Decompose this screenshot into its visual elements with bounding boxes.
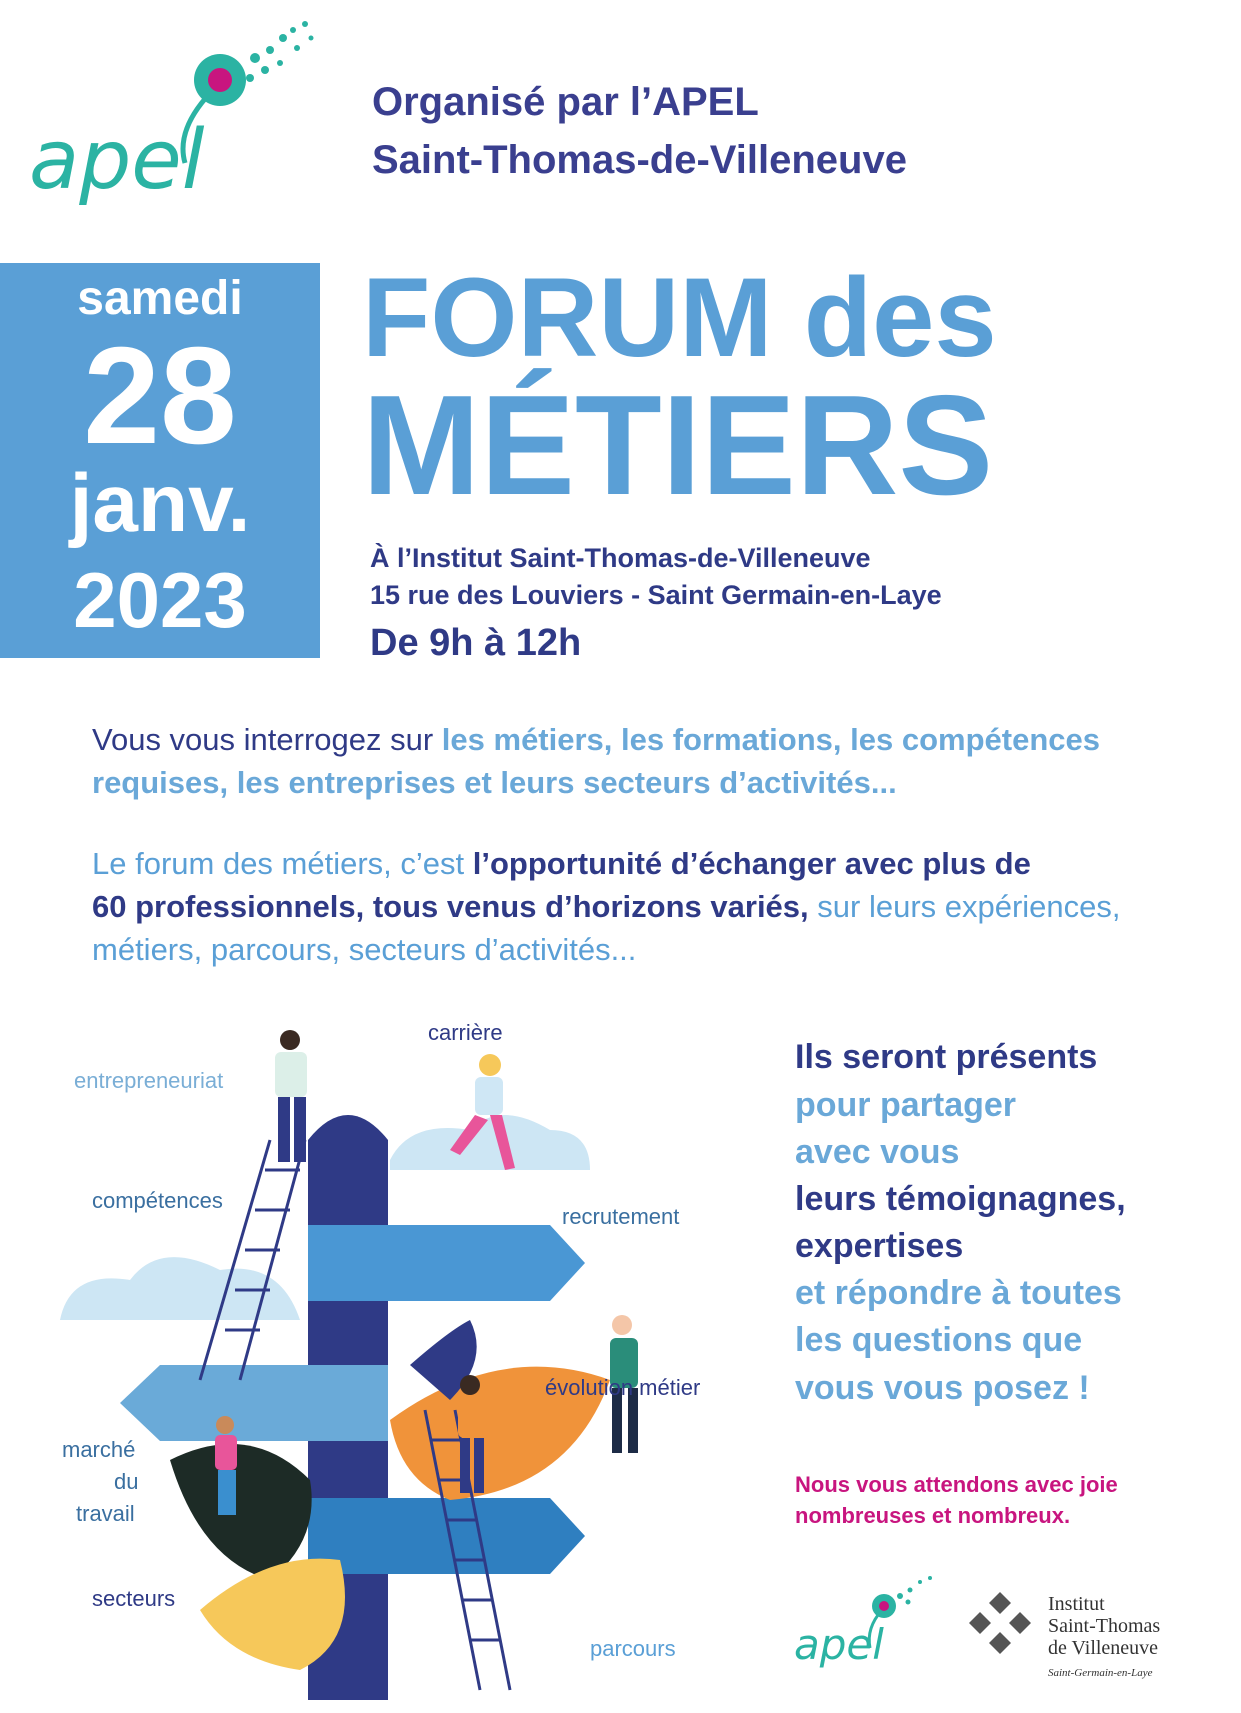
presence-line-4: leurs témoignagnes, [795, 1180, 1126, 1218]
presence-line-5: expertises [795, 1227, 964, 1265]
presence-line-1: Ils seront présents [795, 1038, 1098, 1076]
presence-line-2: pour partager [795, 1086, 1017, 1124]
intro-p1-highlight: les métiers, les formations, les compétences [441, 722, 1100, 757]
word-marche-3: travail [76, 1501, 135, 1526]
word-marche-2: du [114, 1469, 139, 1494]
word-carriere: carrière [428, 1020, 503, 1045]
venue-hours: De 9h à 12h [370, 622, 582, 664]
apel-wordmark-small: apel [794, 1620, 884, 1669]
invitation-line-1: Nous vous attendons avec joie [795, 1472, 1118, 1497]
intro-p2-tail-2: métiers, parcours, secteurs d’activités... [92, 932, 637, 967]
intro-p2-bold: l’opportunité d’échanger avec plus de [472, 846, 1031, 881]
date-day: 28 [83, 319, 237, 473]
word-recrutement: recrutement [562, 1204, 680, 1229]
invitation-line-2: nombreuses et nombreux. [795, 1503, 1071, 1528]
date-day-name: samedi [77, 272, 243, 325]
organizer-line-1: Organisé par l’APEL [372, 80, 759, 124]
word-entrepreneuriat: entrepreneuriat [74, 1068, 224, 1093]
institute-emblem-icon [965, 1588, 1035, 1658]
presence-line-7: les questions que [795, 1321, 1083, 1359]
word-evolution: évolution métier [545, 1375, 701, 1400]
intro-p2-lead: Le forum des métiers, c’est [92, 846, 473, 881]
intro-p1-lead: Vous vous interrogez sur [92, 722, 442, 757]
apel-wordmark: apel [29, 113, 205, 208]
title-line-1: FORUM des [362, 255, 997, 380]
institute-line-1: Institut [1048, 1593, 1105, 1615]
word-marche-1: marché [62, 1437, 136, 1462]
word-parcours: parcours [590, 1636, 676, 1661]
word-competences: compétences [92, 1188, 223, 1213]
institute-line-2: Saint-Thomas [1048, 1615, 1161, 1637]
intro-paragraph-1 [92, 718, 1100, 804]
intro-p2-bold-2: 60 professionnels, tous venus d’horizons variés, [92, 889, 809, 924]
intro-p2-tail: sur leurs expériences, [808, 889, 1121, 924]
intro-p1-highlight-2: requises, les entreprises et leurs secteurs d’activités... [92, 765, 897, 800]
intro-paragraph-2 [92, 842, 1121, 971]
institute-line-4: Saint-Germain-en-Laye [1048, 1667, 1153, 1679]
presence-line-6: et répondre à toutes [795, 1274, 1122, 1312]
presence-line-3: avec vous [795, 1133, 960, 1171]
presence-line-8: vous vous posez ! [795, 1369, 1090, 1407]
title-line-2: MÉTIERS [362, 366, 994, 525]
date-year: 2023 [73, 556, 247, 644]
institute-line-3: de Villeneuve [1048, 1637, 1159, 1659]
date-box [0, 263, 320, 658]
date-month: janv. [69, 458, 251, 549]
organizer-line-2: Saint-Thomas-de-Villeneuve [372, 138, 907, 182]
word-secteurs: secteurs [92, 1586, 176, 1611]
apel-logo [25, 8, 325, 208]
venue-line-2: 15 rue des Louviers - Saint Germain-en-Laye [370, 580, 942, 610]
venue-line-1: À l’Institut Saint-Thomas-de-Villeneuve [370, 543, 871, 573]
